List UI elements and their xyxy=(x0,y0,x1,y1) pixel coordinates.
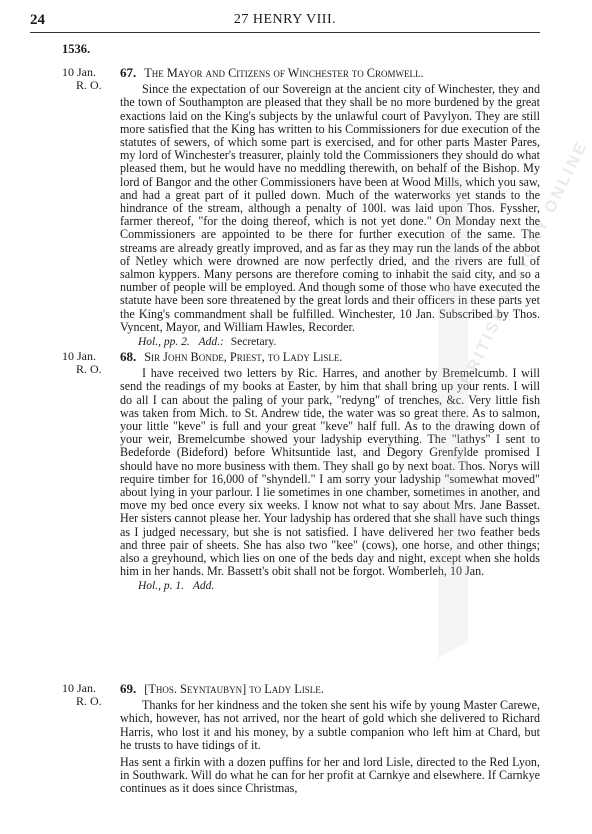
entry-source: R. O. xyxy=(76,78,102,92)
entry-paragraph: Since the expectation of our Sovereign at the ancient city of Winchester, they and the town of Southampton are pleased that they shall be no more burdened by the great exactions laid on the King's subjects by the unlawful court of Pavylyon. They are still more satisfied that the King has written to his Commissioners for due execution of the statutes of sewers, of which some part is exercised, and for other parts Master Pares, my lord of Winchester's treasurer, plainly told the Commissioners they should do what pleased them, but he would have no meddling therewith, on behalf of the Bishop. My lord of Bangor and the other Commissioners have been at Wood Mills, which you saw, and had a great part of it pulled down. Much of the waterworks yet stands to the hindrance of the stream, although a penalty of 100l. was laid upon Thos. Fyssher, farmer thereof, "for the doing thereof, which is not yet done." On Monday next the Commissioners are appointed to be there for further execution of the same. The streams are already greatly improved, and as far as they may run the lands of the abbot of Netley which were drowned are now perfectly dried, and the rivers are full of salmon kyppers. Many persons are therefore coming to inhabit the said city, and so a number of people will be employed. And though some of those who have executed the statute have been sore threatened by the great lords and their officers in these parts yet the King's commandment shall be fulfilled. Winchester, 10 Jan. Subscribed by Thos. Vyncent, Mayor, and William Hawles, Recorder. xyxy=(120,82,540,334)
entry-title-line xyxy=(120,682,540,696)
entry-title: The Mayor and Citizens of Winchester to Cromwell. xyxy=(144,66,424,80)
page-number: 24 xyxy=(30,12,45,28)
year-heading: 1536. xyxy=(62,42,91,56)
header-rule xyxy=(30,32,540,33)
calendar-entry-67 xyxy=(62,66,540,349)
entry-source: R. O. xyxy=(76,694,102,708)
entry-title-line xyxy=(120,66,540,80)
entry-body xyxy=(120,66,540,349)
entry-paragraph: I have received two letters by Ric. Harres, and another by Bremelcumb. I will send the readings of my books at Easter, by him that shall bring up your rents. I will do all I can about the paling of your park, "redyng" of trenches, &c. Very little fish was taken from Mich. to St. Andrew tide, the water was so great there. As to salmon, your little "keve" is full and your great "keve" half full. As to the drawing down of your weir, Bremelcumbe showed your ladyship everything. The "lathys" I sent to Bedeforde (Bideford) before Whitsuntide last, and Degory Grenfylde promised I should have no more business with them. They shall go by next boat. Thos. Norys will require timber for 16,000 of "shyndell." I am sorry your ladyship "somewhat moved" about lying in your parlour. I lie sometimes in one chamber, sometimes in another, and move my bed once every six weeks. I know not what to say about Mrs. Jane Basset. Her sisters cannot please her. Your ladyship has ordered that she shall have such things as I judged necessary, but she is not satisfied. I have delivered her two feather beds and three pair of sheets. She has also two "kee" (cows), one horse, and other things; also a greyhound, which lies on one of the beds day and night, except when she holds him in her hands. Mr. Bassett's obit shall not be forgot. Womberleh, 10 Jan. xyxy=(120,366,540,579)
margin-note xyxy=(62,682,108,708)
entry-body xyxy=(120,350,540,594)
entry-title-line xyxy=(120,350,540,364)
note-hol: Hol., p. 1. xyxy=(138,580,184,593)
margin-note xyxy=(62,350,108,376)
margin-note xyxy=(62,66,108,92)
entry-date: 10 Jan. xyxy=(62,349,96,363)
entry-paragraph: Thanks for her kindness and the token she sent his wife by young Master Carewe, which, however, has not arrived, nor the heart of gold which she delivered to Richard Harris, who lost it and his money, by a subtle companion who left him at Chard, but he trusts to have tidings of it. xyxy=(120,698,540,752)
note-hol: Hol., pp. 2. xyxy=(138,336,190,349)
entry-note xyxy=(138,580,540,593)
entry-paragraph: Has sent a firkin with a dozen puffins for her and lord Lisle, directed to the Red Lyon, in Southwark. Will do what he can for her profit at Carnkye and elsewhere. If Carnkye continues as it does since Christmas, xyxy=(120,755,540,796)
page-header xyxy=(30,12,540,32)
entry-title: [Thos. Seyntaubyn] to Lady Lisle. xyxy=(144,682,324,696)
entry-source: R. O. xyxy=(76,362,102,376)
entry-body xyxy=(120,682,540,796)
running-head: 27 HENRY VIII. xyxy=(233,12,337,27)
entry-date: 10 Jan. xyxy=(62,681,96,695)
note-add: Add. xyxy=(192,580,215,593)
entry-date: 10 Jan. xyxy=(62,65,96,79)
entry-note xyxy=(138,336,540,349)
calendar-entry-68 xyxy=(62,350,540,594)
entry-number: 68. xyxy=(120,349,137,364)
entry-title: Sir John Bonde, Priest, to Lady Lisle. xyxy=(144,350,343,364)
note-addressee: Secretary. xyxy=(230,336,277,349)
note-add: Add.: xyxy=(198,336,224,349)
calendar-entry-69 xyxy=(62,682,540,796)
entry-number: 67. xyxy=(120,65,137,80)
watermark-text: BRITISH HISTORY ONLINE xyxy=(458,137,592,388)
entry-number: 69. xyxy=(120,681,137,696)
